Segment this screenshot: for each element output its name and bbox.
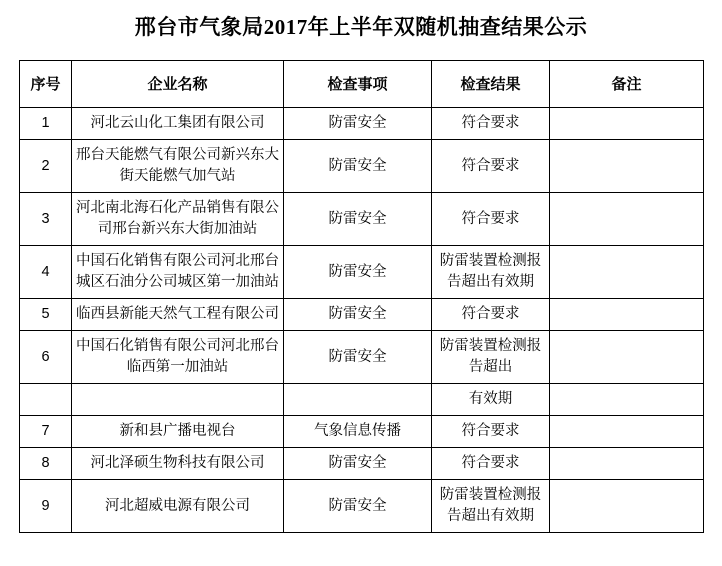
column-header-remarks: 备注	[550, 61, 704, 108]
cell-inspection-result: 符合要求	[432, 193, 550, 246]
cell-remarks	[550, 384, 704, 416]
cell-inspection-item: 防雷安全	[284, 246, 432, 299]
column-header-inspection-result: 检查结果	[432, 61, 550, 108]
cell-no: 8	[20, 448, 72, 480]
inspection-results-table	[19, 60, 704, 533]
cell-remarks	[550, 331, 704, 384]
cell-remarks	[550, 140, 704, 193]
cell-inspection-item: 防雷安全	[284, 480, 432, 533]
cell-inspection-result: 符合要求	[432, 108, 550, 140]
cell-company-name: 临西县新能天然气工程有限公司	[72, 299, 284, 331]
column-header-inspection-item: 检查事项	[284, 61, 432, 108]
cell-inspection-result: 符合要求	[432, 416, 550, 448]
table-row	[20, 384, 704, 416]
cell-company-name: 邢台天能燃气有限公司新兴东大街天能燃气加气站	[72, 140, 284, 193]
cell-inspection-result: 防雷装置检测报告超出有效期	[432, 480, 550, 533]
cell-inspection-item: 防雷安全	[284, 193, 432, 246]
table-row	[20, 246, 704, 299]
cell-inspection-item: 气象信息传播	[284, 416, 432, 448]
cell-no: 6	[20, 331, 72, 384]
column-header-company-name: 企业名称	[72, 61, 284, 108]
cell-no: 9	[20, 480, 72, 533]
table-row	[20, 299, 704, 331]
document-page	[0, 12, 722, 566]
cell-inspection-item: 防雷安全	[284, 448, 432, 480]
cell-remarks	[550, 299, 704, 331]
cell-company-name: 河北云山化工集团有限公司	[72, 108, 284, 140]
cell-inspection-item: 防雷安全	[284, 299, 432, 331]
column-header-no: 序号	[20, 61, 72, 108]
table-row	[20, 448, 704, 480]
table-row	[20, 140, 704, 193]
cell-no: 2	[20, 140, 72, 193]
table-body	[20, 108, 704, 533]
cell-inspection-result: 防雷装置检测报告超出有效期	[432, 246, 550, 299]
table-row	[20, 480, 704, 533]
cell-company-name: 新和县广播电视台	[72, 416, 284, 448]
cell-company-name	[72, 384, 284, 416]
page-title: 邢台市气象局2017年上半年双随机抽查结果公示	[134, 15, 588, 39]
table-header	[20, 61, 704, 108]
cell-remarks	[550, 246, 704, 299]
table-row	[20, 108, 704, 140]
cell-inspection-result: 有效期	[432, 384, 550, 416]
cell-inspection-result: 防雷装置检测报告超出	[432, 331, 550, 384]
cell-remarks	[550, 416, 704, 448]
table-header-row	[20, 61, 704, 108]
cell-company-name: 中国石化销售有限公司河北邢台城区石油分公司城区第一加油站	[72, 246, 284, 299]
cell-no	[20, 384, 72, 416]
cell-no: 5	[20, 299, 72, 331]
cell-company-name: 河北南北海石化产品销售有限公司邢台新兴东大街加油站	[72, 193, 284, 246]
cell-remarks	[550, 193, 704, 246]
cell-remarks	[550, 448, 704, 480]
cell-company-name: 河北超威电源有限公司	[72, 480, 284, 533]
cell-inspection-item: 防雷安全	[284, 140, 432, 193]
table-row	[20, 193, 704, 246]
cell-company-name: 河北泽硕生物科技有限公司	[72, 448, 284, 480]
table-row	[20, 416, 704, 448]
table-container	[19, 60, 703, 533]
cell-no: 4	[20, 246, 72, 299]
cell-inspection-item: 防雷安全	[284, 108, 432, 140]
cell-inspection-result: 符合要求	[432, 140, 550, 193]
cell-no: 3	[20, 193, 72, 246]
cell-inspection-item	[284, 384, 432, 416]
cell-no: 7	[20, 416, 72, 448]
cell-company-name: 中国石化销售有限公司河北邢台临西第一加油站	[72, 331, 284, 384]
table-row	[20, 331, 704, 384]
cell-inspection-result: 符合要求	[432, 299, 550, 331]
cell-no: 1	[20, 108, 72, 140]
cell-inspection-result: 符合要求	[432, 448, 550, 480]
cell-remarks	[550, 108, 704, 140]
cell-inspection-item: 防雷安全	[284, 331, 432, 384]
cell-remarks	[550, 480, 704, 533]
